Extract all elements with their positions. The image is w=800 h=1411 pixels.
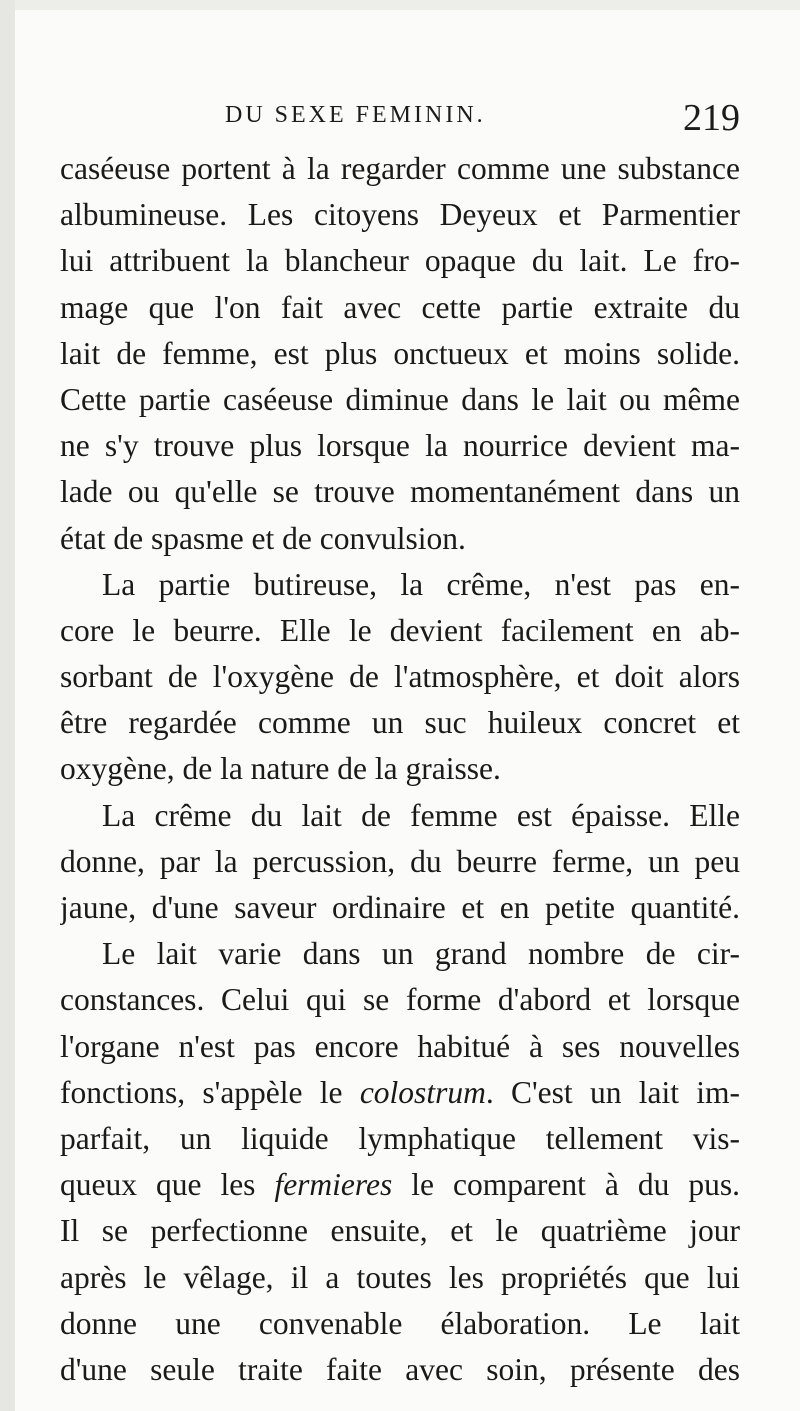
text-run: d'une seule traite faite avec soin, présente des <box>60 1351 740 1387</box>
text-run: lade ou qu'elle se trouve momentanément dans un <box>60 474 740 510</box>
text-line <box>60 793 740 839</box>
text-run: lait de femme, est plus onctueux et moins solide. <box>60 335 740 371</box>
text-line <box>60 1347 740 1393</box>
page-header <box>60 97 740 140</box>
text-line <box>60 654 740 700</box>
text-line <box>60 377 740 423</box>
text-body <box>60 146 740 1393</box>
text-line <box>60 839 740 885</box>
text-run: donne, par la percussion, du beurre ferme, un peu <box>60 843 740 879</box>
text-line <box>60 700 740 746</box>
text-run: albumineuse. Les citoyens Deyeux et Parmentier <box>60 197 740 233</box>
text-run: après le vêlage, il a toutes les propriétés que lui <box>60 1259 740 1295</box>
text-line <box>60 608 740 654</box>
text-line <box>60 931 740 977</box>
text-run: Il se perfectionne ensuite, et le quatrième jour <box>60 1213 740 1249</box>
text-line <box>60 516 740 562</box>
text-run: fonctions, s'appèle le <box>60 1074 360 1110</box>
text-run: oxygène, de la nature de la graisse. <box>60 751 501 787</box>
page-edge-left <box>0 0 15 1411</box>
text-line <box>60 423 740 469</box>
italic-text: fermieres <box>274 1167 393 1203</box>
text-line <box>60 1024 740 1070</box>
text-line <box>60 146 740 192</box>
text-line <box>60 192 740 238</box>
text-run: mage que l'on fait avec cette partie extraite du <box>60 289 740 325</box>
page-number: 219 <box>683 97 740 139</box>
text-run: donne une convenable élaboration. Le lait <box>60 1305 740 1341</box>
text-line <box>60 1208 740 1254</box>
text-run: jaune, d'une saveur ordinaire et en petite quantité. <box>60 890 740 925</box>
text-run: constances. Celui qui se forme d'abord et lorsque <box>60 982 740 1018</box>
text-run: Le lait varie dans un grand nombre de cir- <box>102 936 740 972</box>
running-title: DU SEXE FEMININ. <box>225 102 486 128</box>
text-line <box>60 1255 740 1301</box>
text-run: l'organe n'est pas encore habitué à ses nouvelles <box>60 1028 740 1064</box>
italic-text: colostrum <box>359 1074 486 1110</box>
text-line <box>60 746 740 792</box>
text-line <box>60 469 740 515</box>
text-run: core le beurre. Elle le devient facilement en ab- <box>60 612 740 648</box>
text-run: Cette partie caséeuse diminue dans le lait ou même <box>60 381 740 417</box>
text-run: lui attribuent la blancheur opaque du lait. Le fro- <box>60 243 740 279</box>
text-run: être regardée comme un suc huileux concret et <box>60 705 740 741</box>
text-line <box>60 885 740 931</box>
text-line <box>60 1070 740 1116</box>
text-run: . C'est un lait im- <box>485 1074 740 1110</box>
text-line <box>60 1162 740 1208</box>
text-run: état de spasme et de convulsion. <box>60 520 466 556</box>
text-run: sorbant de l'oxygène de l'atmosphère, et doit alors <box>60 659 740 695</box>
text-line <box>60 1301 740 1347</box>
page-edge-top <box>0 0 800 10</box>
text-line <box>60 977 740 1023</box>
text-run: ne s'y trouve plus lorsque la nourrice devient ma- <box>60 428 740 464</box>
text-line <box>60 285 740 331</box>
text-line <box>60 562 740 608</box>
text-run: La crême du lait de femme est épaisse. Elle <box>102 797 740 833</box>
text-line <box>60 238 740 284</box>
text-run: parfait, un liquide lymphatique tellement vis- <box>60 1120 740 1156</box>
text-run: le comparent à du pus. <box>392 1167 740 1203</box>
text-run: queux que les <box>60 1167 275 1203</box>
text-run: La partie butireuse, la crême, n'est pas en- <box>102 566 740 602</box>
text-run: caséeuse portent à la regarder comme une substance <box>60 151 740 186</box>
text-line <box>60 331 740 377</box>
text-line <box>60 1116 740 1162</box>
